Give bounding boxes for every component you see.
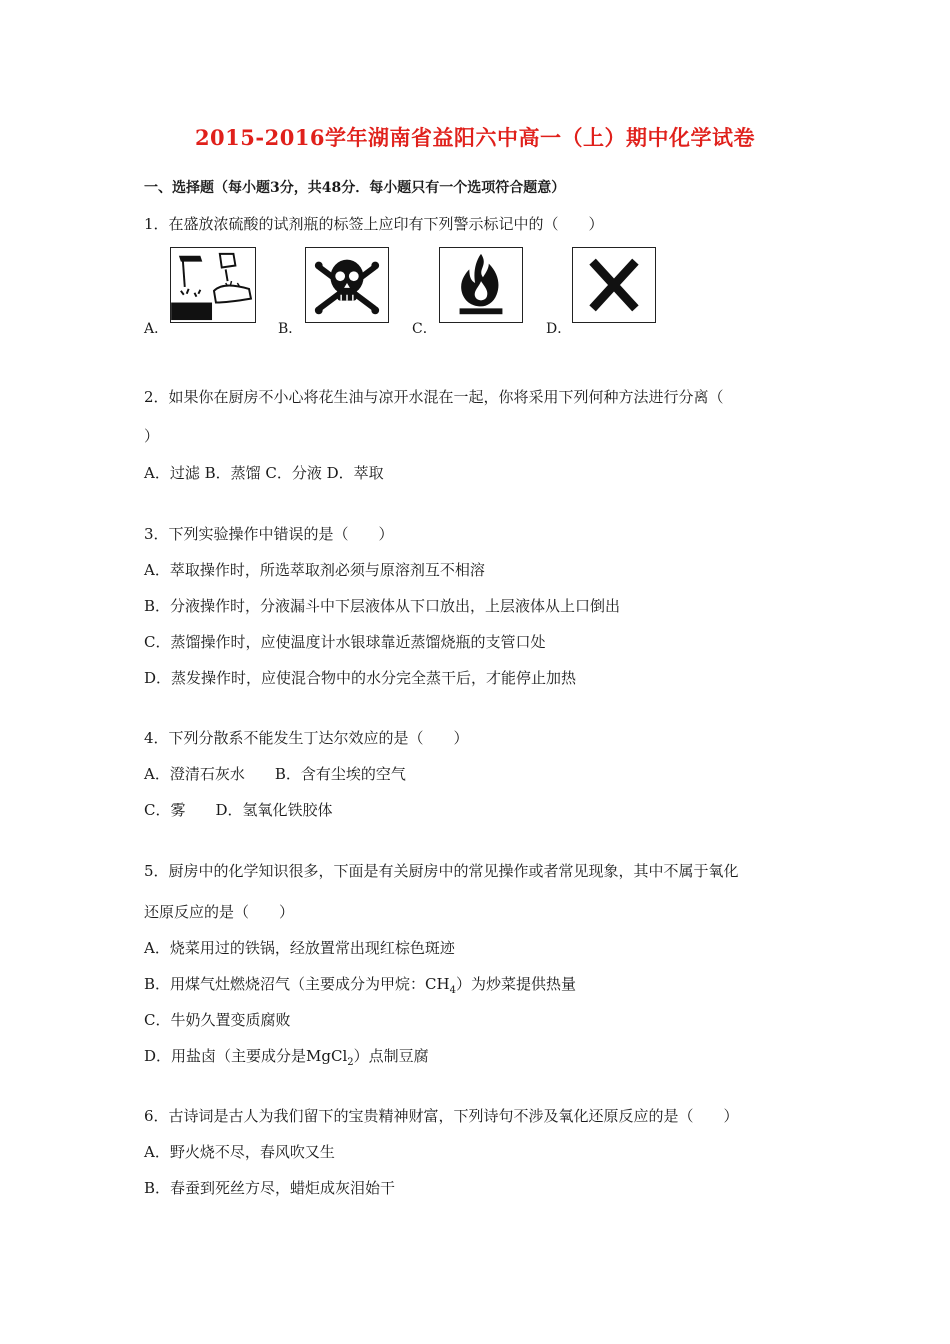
q1-option-d-label: D． xyxy=(546,321,572,337)
q2-stem-line1: 2．如果你在厨房不小心将花生油与凉开水混在一起，你将采用下列何种方法进行分离（ xyxy=(144,388,724,406)
q4-stem: 4．下列分散系不能发生丁达尔效应的是（ ） xyxy=(144,729,469,747)
skull-crossbones-icon xyxy=(305,247,389,323)
q5-option-b-text-end: ）为炒菜提供热量 xyxy=(455,975,576,993)
q6-option-b: B．春蚕到死丝方尽，蜡炬成灰泪始干 xyxy=(144,1179,396,1197)
q5-option-b-text: B．用煤气灶燃烧沼气（主要成分为甲烷：CH xyxy=(144,975,450,993)
q1-option-a-label: A． xyxy=(144,321,169,337)
q5-option-b-subscript: 4 xyxy=(449,985,456,996)
q3-stem: 3．下列实验操作中错误的是（ ） xyxy=(144,525,394,543)
page-title: 2015-2016学年湖南省益阳六中高一（上）期中化学试卷 xyxy=(194,125,756,150)
cross-x-icon xyxy=(572,247,656,323)
corrosive-icon xyxy=(170,247,256,323)
q6-stem: 6．古诗词是古人为我们留下的宝贵精神财富，下列诗句不涉及氧化还原反应的是（ ） xyxy=(144,1107,739,1125)
q3-option-b: B．分液操作时，分液漏斗中下层液体从下口放出，上层液体从上口倒出 xyxy=(144,597,621,615)
q4-options-cd: C．雾 D．氢氧化铁胶体 xyxy=(144,801,333,819)
q5-option-d-text-end: ）点制豆腐 xyxy=(353,1047,429,1065)
q1-option-b-label: B． xyxy=(278,321,303,337)
q5-stem-line1: 5．厨房中的化学知识很多，下面是有关厨房中的常见操作或者常见现象，其中不属于氧化 xyxy=(144,862,739,880)
q5-option-d-subscript: 2 xyxy=(347,1057,354,1068)
q3-option-c: C．蒸馏操作时，应使温度计水银球靠近蒸馏烧瓶的支管口处 xyxy=(144,633,546,651)
q5-option-b xyxy=(144,973,576,996)
q2-stem-line2: ） xyxy=(144,427,160,445)
q1-option-c-label: C． xyxy=(412,321,437,337)
q5-stem-line2: 还原反应的是（ ） xyxy=(144,903,295,921)
q5-option-d-text: D．用盐卤（主要成分是MgCl xyxy=(144,1047,348,1065)
q3-option-d: D．蒸发操作时，应使混合物中的水分完全蒸干后，才能停止加热 xyxy=(144,669,577,687)
q6-option-a: A．野火烧不尽，春风吹又生 xyxy=(144,1143,335,1161)
q3-option-a: A．萃取操作时，所选萃取剂必须与原溶剂互不相溶 xyxy=(144,561,485,579)
q5-option-c: C．牛奶久置变质腐败 xyxy=(144,1011,291,1029)
section-heading: 一、选择题（每小题3分，共48分．每小题只有一个选项符合题意） xyxy=(144,180,566,196)
flame-icon xyxy=(439,247,523,323)
q2-options: A．过滤 B．蒸馏 C．分液 D．萃取 xyxy=(144,464,384,482)
q4-options-ab: A．澄清石灰水 B．含有尘埃的空气 xyxy=(144,765,406,783)
q1-stem: 1．在盛放浓硫酸的试剂瓶的标签上应印有下列警示标记中的（ ） xyxy=(144,215,604,233)
q5-option-a: A．烧菜用过的铁锅，经放置常出现红棕色斑迹 xyxy=(144,939,455,957)
q5-option-d xyxy=(144,1045,429,1068)
